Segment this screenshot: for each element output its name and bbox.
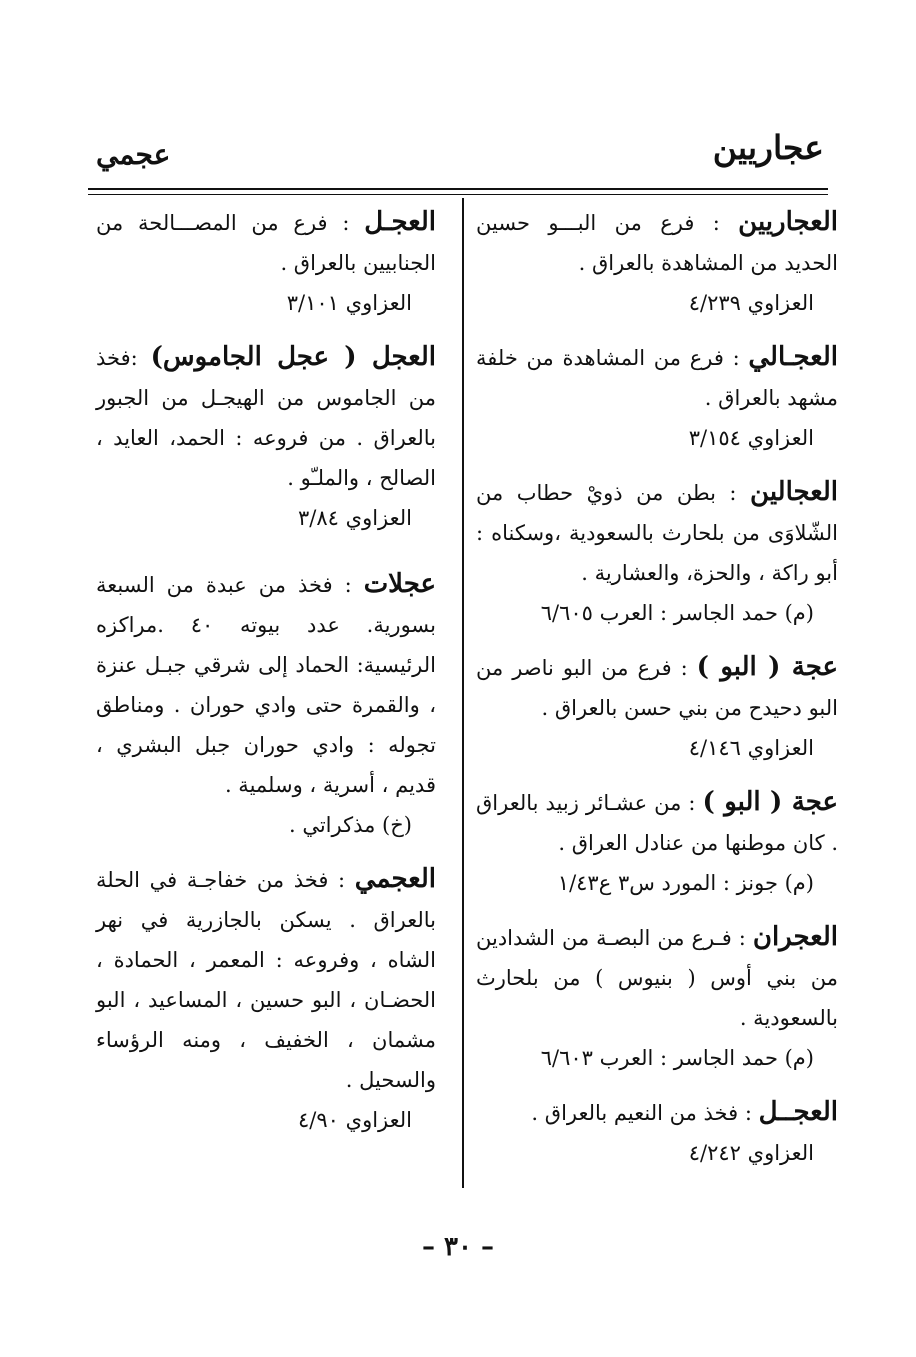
entry-source: العزاوي ٤/٢٤٢ [688,1141,814,1165]
entry-source: العزاوي ٣/٨٤ [298,506,412,530]
entry-source: (م) حمد الجاسر : العرب ٦/٦٠٣ [540,1046,814,1070]
entry-source: (م) جونز : المورد س٣ ع١/٤٣ [557,871,814,895]
entry-source: (م) حمد الجاسر : العرب ٦/٦٠٥ [540,601,814,625]
entry-source: العزاوي ٤/٢٣٩ [688,291,814,315]
right-column [476,202,838,1187]
header-rule-thin [88,194,828,195]
left-column [96,202,436,1154]
entry-headword: العجاريين [738,207,838,237]
running-head-left: عجمي [96,138,171,171]
entry-body: : فخذ من خفاجـة في الحلة بالعراق . يسكن بالجازرية في نهر الشاه ، وفروعه : المعمر ، الحمادة ، الحضـان ، البو حسين ، المساعيد ، البو مشمان ، الخفيف ، ومنه الرؤساء والسحيل . [96,868,436,1092]
entry-body: : فرع من البو ناصر من البو دحيدح من بني حسن بالعراق . [476,656,838,720]
entry-source: العزاوي ٤/٩٠ [298,1108,412,1132]
entry-body: : بطن من ذويْ حطاب من الشّلاوَى من بلحارث بالسعودية ،وسكناه : أبو راكة ، والحزة، والعشارية . [476,481,838,585]
entry [96,202,436,323]
entry-headword: عجة ( البو ) [702,787,838,817]
entry [476,202,838,323]
entry-headword: عجلات [363,569,436,599]
page-header [88,128,828,176]
running-head-right: عجاريين [712,128,824,167]
entry [96,337,436,538]
entry-headword: العجـل [364,207,436,237]
entry-headword: عجة ( البو ) [696,652,839,682]
entry-body: : فخذ من عبدة من السبعة بسورية. عدد بيوته ٤٠ .مراكزه الرئيسية: الحماد إلى شرقي جبـل عنزة ، والقمرة حتى وادي حوران . ومناطق تجوله : وادي حوران جبل البشري ، قديم ، أسرية ، وسلمية . [96,573,436,797]
entry [96,564,436,845]
entry-source: العزاوي ٣/١٥٤ [688,426,814,450]
entry-body: : فرع من المشاهدة من خلفة مشهد بالعراق . [476,346,838,410]
entry-headword: العجــل [758,1097,838,1127]
entry-body: : فـرع من البصـة من الشدادين من بني أوس ( بنيوس ) من بلحارث بالسعودية . [476,926,838,1030]
entry [476,782,838,903]
entry-body: : فرع من البـــو حسين الحديد من المشاهدة بالعراق . [476,211,838,275]
entry-headword: العجل ( عجل الجاموس) [150,342,436,372]
entry [476,647,838,768]
entry [476,917,838,1078]
entry [476,337,838,458]
entry-body: : فخذ من النعيم بالعراق . [531,1101,752,1125]
entry-source: العزاوي ٣/١٠١ [286,291,412,315]
entry-body: : فرع من المصـــالحة من الجنابيين بالعراق . [96,211,436,275]
entry-headword: العجالين [750,477,838,507]
header-rule-thick [88,188,828,190]
entry-headword: العجـالي [748,342,838,372]
entry-headword: العجران [752,922,838,952]
entry-body: : من عشـائر زبيد بالعراق . كان موطنها من عنادل العراق . [476,791,838,855]
page-number: – ٣٠ – [421,1232,495,1262]
entry-source: (خ) مذكراتي . [288,813,412,837]
entry-headword: العجمي [354,864,436,894]
entry [96,859,436,1140]
entry-source: العزاوي ٤/١٤٦ [688,736,814,760]
entry-body: :فخذ من الجاموس من الهيجـل من الجبور بالعراق . من فروعه : الحمد، العايد ، الصالح ، والملـّو . [96,346,436,490]
column-divider [462,198,464,1188]
entry [476,1092,838,1173]
entry [476,472,838,633]
